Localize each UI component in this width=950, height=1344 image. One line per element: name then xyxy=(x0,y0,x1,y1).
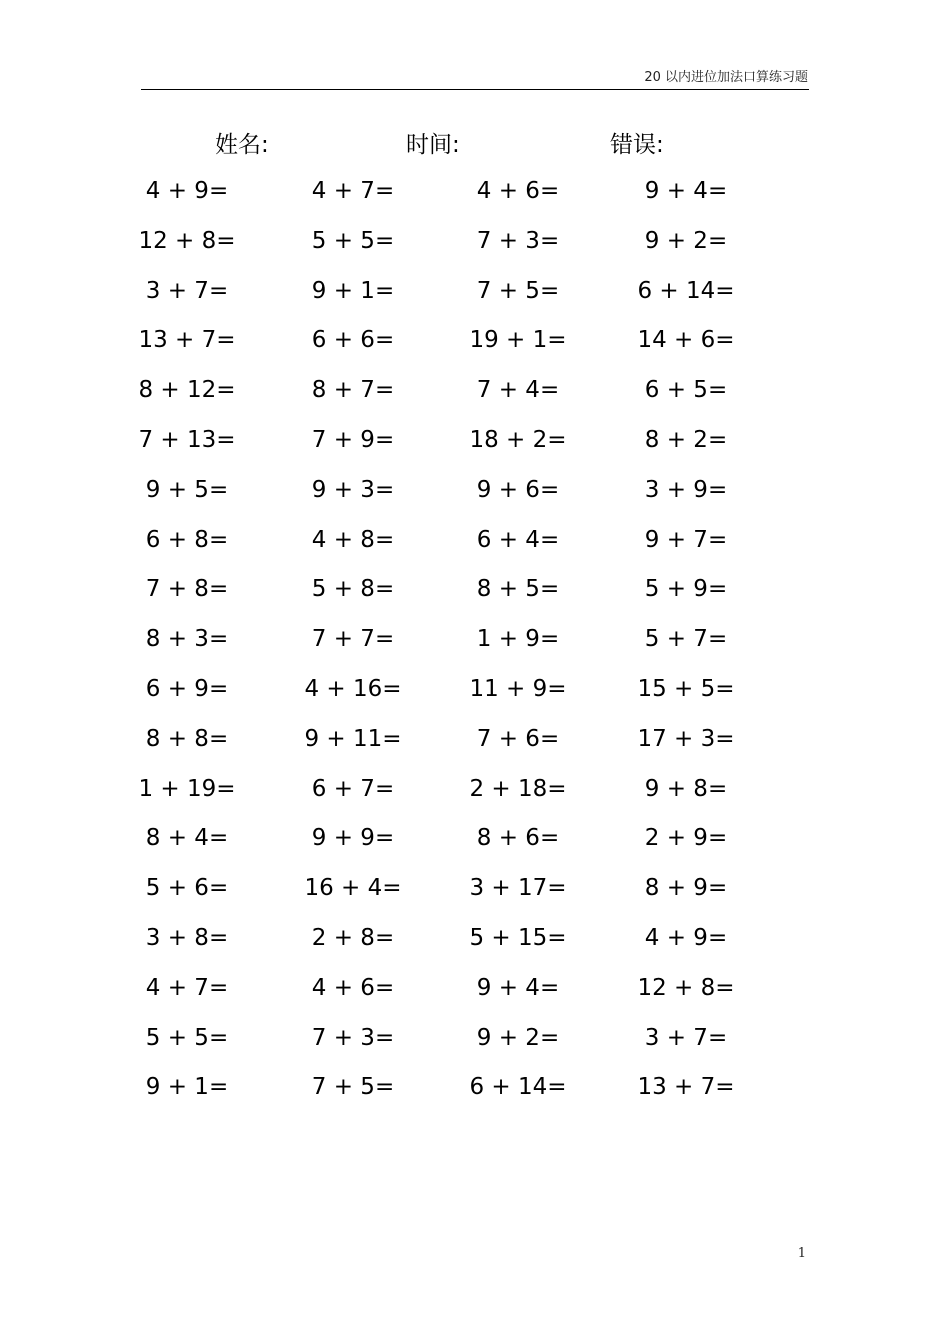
problem-r10-c1: 8 + 3= xyxy=(145,626,229,653)
problem-r11-c1: 6 + 9= xyxy=(145,676,229,702)
problem-r4-c3: 19 + 1= xyxy=(469,327,567,354)
problem-r15-c4: 8 + 9= xyxy=(644,875,728,902)
problem-r11-c2: 4 + 16= xyxy=(304,676,402,702)
problem-r3-c3: 7 + 5= xyxy=(476,277,560,304)
problem-r6-c4: 8 + 2= xyxy=(644,427,728,453)
errors-field-label: 错误: xyxy=(610,132,664,158)
problem-r19-c1: 9 + 1= xyxy=(145,1074,229,1101)
problem-r16-c2: 2 + 8= xyxy=(311,925,395,951)
problem-r18-c2: 7 + 3= xyxy=(311,1024,395,1051)
problem-r18-c3: 9 + 2= xyxy=(476,1024,560,1051)
problem-r12-c3: 7 + 6= xyxy=(476,725,560,752)
problem-r3-c4: 6 + 14= xyxy=(637,277,735,304)
problem-r12-c1: 8 + 8= xyxy=(145,725,229,752)
problem-r4-c4: 14 + 6= xyxy=(637,327,735,354)
problem-r13-c3: 2 + 18= xyxy=(469,775,567,802)
problem-r12-c2: 9 + 11= xyxy=(304,725,402,752)
problem-r3-c1: 3 + 7= xyxy=(145,277,229,304)
problem-r11-c3: 11 + 9= xyxy=(469,676,567,702)
header-title: 20 以内进位加法口算练习题 xyxy=(644,70,808,85)
problem-r9-c2: 5 + 8= xyxy=(311,576,395,603)
problem-r5-c3: 7 + 4= xyxy=(476,377,560,404)
problem-r14-c1: 8 + 4= xyxy=(145,825,229,852)
problem-r13-c2: 6 + 7= xyxy=(311,775,395,802)
problem-r16-c3: 5 + 15= xyxy=(469,925,567,951)
problem-r9-c1: 7 + 8= xyxy=(145,576,229,603)
problem-r9-c3: 8 + 5= xyxy=(476,576,560,603)
problem-r6-c1: 7 + 13= xyxy=(138,427,236,453)
problem-r17-c1: 4 + 7= xyxy=(145,974,229,1001)
problem-r13-c1: 1 + 19= xyxy=(138,775,236,802)
problem-r17-c3: 9 + 4= xyxy=(476,974,560,1001)
problem-r1-c4: 9 + 4= xyxy=(644,178,728,204)
problem-r7-c4: 3 + 9= xyxy=(644,476,728,503)
problem-r2-c2: 5 + 5= xyxy=(311,227,395,254)
problem-r2-c3: 7 + 3= xyxy=(476,227,560,254)
problem-r5-c2: 8 + 7= xyxy=(311,377,395,404)
problem-r8-c3: 6 + 4= xyxy=(476,526,560,553)
problem-r11-c4: 15 + 5= xyxy=(637,676,735,702)
problem-r4-c2: 6 + 6= xyxy=(311,327,395,354)
problem-r6-c2: 7 + 9= xyxy=(311,427,395,453)
problem-r9-c4: 5 + 9= xyxy=(644,576,728,603)
problem-r7-c1: 9 + 5= xyxy=(145,476,229,503)
problem-r19-c4: 13 + 7= xyxy=(637,1074,735,1101)
problem-r3-c2: 9 + 1= xyxy=(311,277,395,304)
problem-r14-c4: 2 + 9= xyxy=(644,825,728,852)
problem-r8-c1: 6 + 8= xyxy=(145,526,229,553)
time-field-label: 时间: xyxy=(406,132,460,158)
problem-r17-c4: 12 + 8= xyxy=(637,974,735,1001)
problem-r7-c2: 9 + 3= xyxy=(311,476,395,503)
problem-r19-c2: 7 + 5= xyxy=(311,1074,395,1101)
problem-r15-c2: 16 + 4= xyxy=(304,875,402,902)
problem-r16-c1: 3 + 8= xyxy=(145,925,229,951)
problem-r16-c4: 4 + 9= xyxy=(644,925,728,951)
problem-r13-c4: 9 + 8= xyxy=(644,775,728,802)
problem-r15-c1: 5 + 6= xyxy=(145,875,229,902)
problem-r18-c1: 5 + 5= xyxy=(145,1024,229,1051)
problem-r12-c4: 17 + 3= xyxy=(637,725,735,752)
problem-r8-c2: 4 + 8= xyxy=(311,526,395,553)
problem-r8-c4: 9 + 7= xyxy=(644,526,728,553)
problem-r2-c4: 9 + 2= xyxy=(644,227,728,254)
problem-r2-c1: 12 + 8= xyxy=(138,227,236,254)
problem-r10-c2: 7 + 7= xyxy=(311,626,395,653)
problem-r18-c4: 3 + 7= xyxy=(644,1024,728,1051)
problem-r5-c1: 8 + 12= xyxy=(138,377,236,404)
problem-r14-c3: 8 + 6= xyxy=(476,825,560,852)
page-number: 1 xyxy=(797,1246,806,1261)
problem-r1-c3: 4 + 6= xyxy=(476,178,560,204)
problem-r14-c2: 9 + 9= xyxy=(311,825,395,852)
problem-r7-c3: 9 + 6= xyxy=(476,476,560,503)
problem-r17-c2: 4 + 6= xyxy=(311,974,395,1001)
problem-r1-c2: 4 + 7= xyxy=(311,178,395,204)
problem-r5-c4: 6 + 5= xyxy=(644,377,728,404)
problem-r19-c3: 6 + 14= xyxy=(469,1074,567,1101)
name-field-label: 姓名: xyxy=(215,132,269,158)
problem-r15-c3: 3 + 17= xyxy=(469,875,567,902)
problem-r4-c1: 13 + 7= xyxy=(138,327,236,354)
problem-r1-c1: 4 + 9= xyxy=(145,178,229,204)
problem-r6-c3: 18 + 2= xyxy=(469,427,567,453)
problem-r10-c3: 1 + 9= xyxy=(476,626,560,653)
problem-r10-c4: 5 + 7= xyxy=(644,626,728,653)
